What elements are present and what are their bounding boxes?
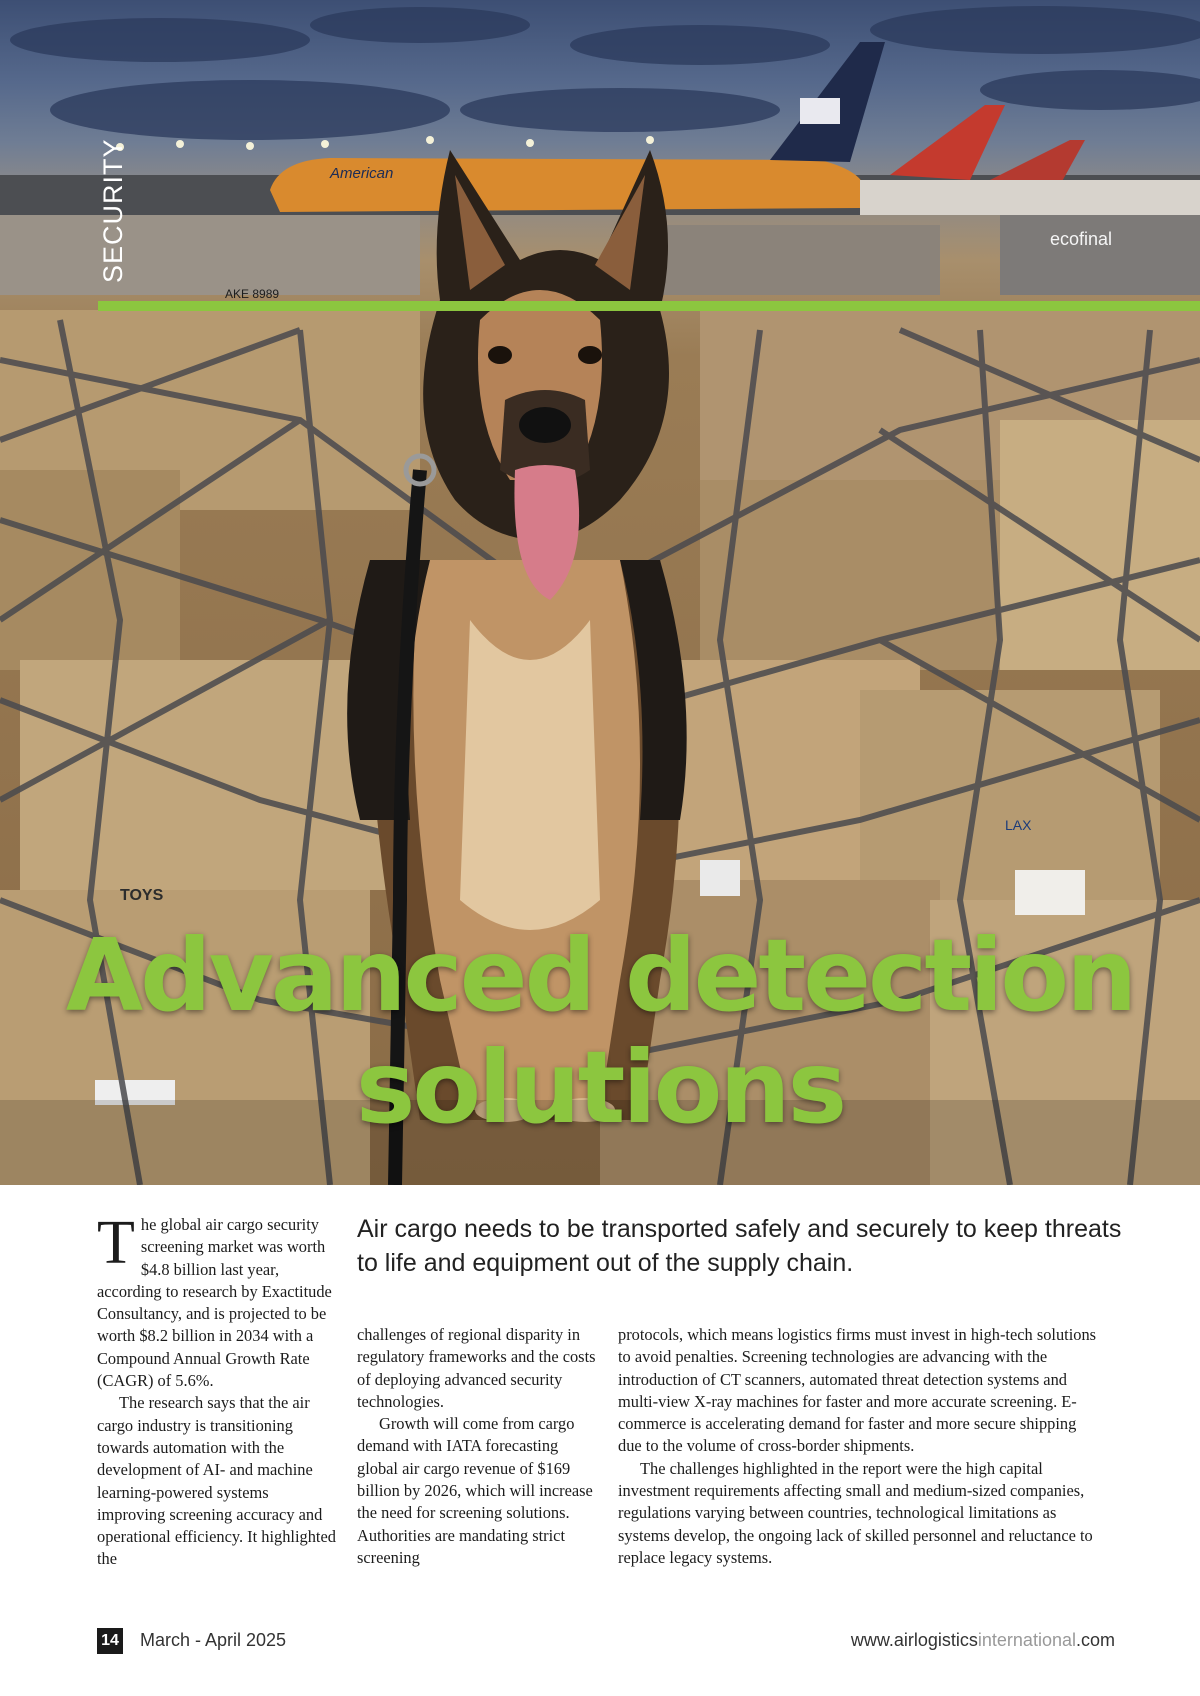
paragraph-1-text: he global air cargo security screening market was worth $4.8 billion last year, according to research by Exactitude Consultancy, and is projected to be worth $8.2 billion in 2034 with a Compound Annual Growth Rate (CAGR) of 5.6%. <box>97 1215 332 1391</box>
headline-line-2: solutions <box>355 1029 845 1146</box>
article-column-1 <box>97 1209 337 1571</box>
article-column-3 <box>618 1324 1098 1569</box>
standfirst: Air cargo needs to be transported safely and securely to keep threats to life and equipment out of the supply chain. <box>357 1215 1122 1277</box>
paragraph-1 <box>97 1209 337 1392</box>
box-text: ecofinal <box>1050 229 1113 249</box>
issue-date: March - April 2025 <box>140 1630 287 1650</box>
paragraph-4: Growth will come from cargo demand with IATA forecasting global air cargo revenue of $169 billion by 2026, which will increase the need for screening solutions. Authorities are mandating strict screening <box>357 1414 593 1567</box>
carton-text-toys: TOYS <box>120 887 164 904</box>
uld-text: AKE 8989 <box>225 287 280 301</box>
section-rule <box>98 301 1200 311</box>
page-footer <box>97 1628 1115 1654</box>
paragraph-5: protocols, which means logistics firms must invest in high-tech solutions to avoid penalties. Screening technologies are advancing with the introduction of CT scanners, automated threat detection systems and multi-view X-ray machines for faster and more accurate screening. E-commerce is accelerating demand for faster and more secure shipping due to the volume of cross-border shipments. <box>618 1325 1097 1456</box>
aircraft <box>270 42 1200 215</box>
headline <box>0 917 1200 1146</box>
section-label: SECURITY <box>98 138 128 283</box>
website-link[interactable] <box>851 1630 1115 1651</box>
paragraph-2: The research says that the air cargo industry is transitioning towards automation with the development of AI- and machine learning-powered systems improving screening accuracy and operational efficiency. It highlighted the <box>97 1393 336 1569</box>
page-number: 14 <box>97 1628 123 1654</box>
article-column-2 <box>357 1324 597 1569</box>
drop-cap: T <box>97 1209 135 1277</box>
site-middle: international <box>977 1630 1076 1650</box>
carton-text-lax: LAX <box>1005 817 1032 833</box>
plane-livery-text: American <box>330 165 394 182</box>
site-prefix: www.airlogistics <box>850 1630 978 1650</box>
site-suffix: .com <box>1075 1630 1115 1650</box>
headline-line-1: Advanced detection <box>65 917 1135 1034</box>
paragraph-3: challenges of regional disparity in regulatory frameworks and the costs of deploying advanced security technologies. <box>357 1325 596 1411</box>
paragraph-6: The challenges highlighted in the report were the high capital investment requirements affecting small and medium-sized companies, regulations varying between countries, technological limitations as systems develop, the ongoing lack of skilled personnel and reluctance to replace legacy systems. <box>618 1458 1093 1567</box>
